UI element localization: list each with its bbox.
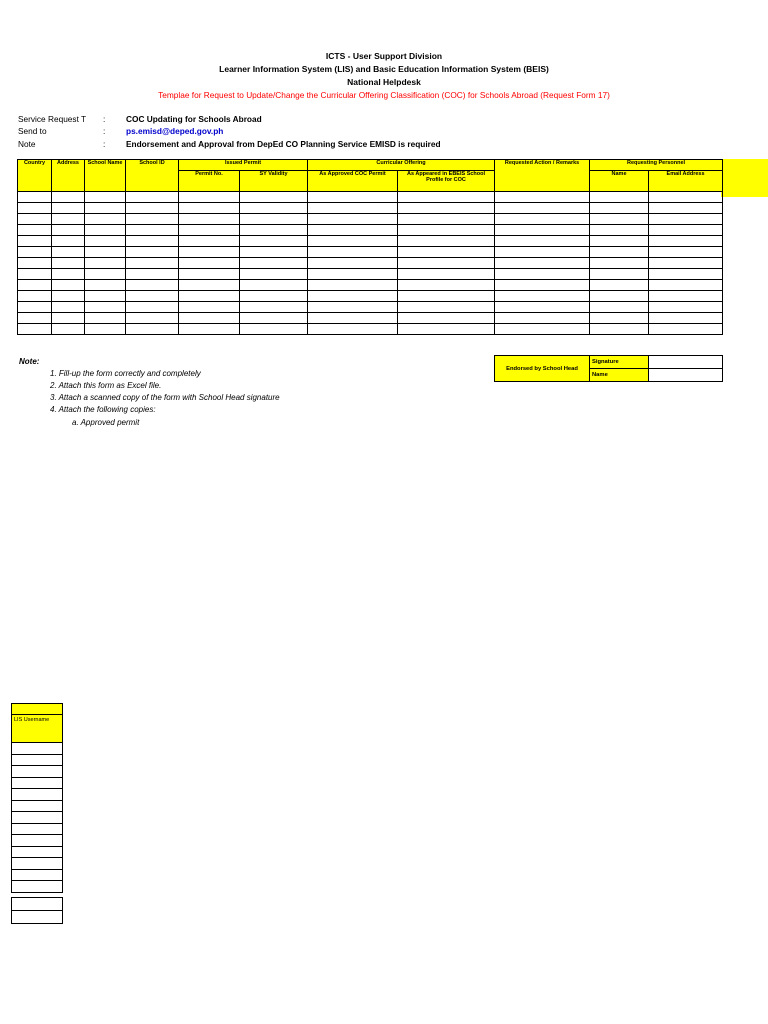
- lis-footer-cell[interactable]: [12, 898, 63, 911]
- col-as-appeared: As Appeared in EBEIS School Profile for COC: [398, 171, 495, 192]
- table-row: [18, 214, 723, 225]
- table-cell[interactable]: [308, 214, 398, 225]
- lis-row: [12, 743, 63, 755]
- table-cell[interactable]: [18, 280, 52, 291]
- table-cell[interactable]: [398, 214, 495, 225]
- table-cell[interactable]: [398, 291, 495, 302]
- table-cell[interactable]: [495, 192, 590, 203]
- note-item-2: 2. Attach this form as Excel file.: [50, 381, 162, 390]
- table-cell[interactable]: [308, 269, 398, 280]
- table-cell[interactable]: [85, 280, 126, 291]
- table-cell[interactable]: [85, 247, 126, 258]
- table-cell[interactable]: [126, 192, 179, 203]
- table-cell[interactable]: [649, 313, 723, 324]
- table-cell[interactable]: [18, 313, 52, 324]
- table-cell[interactable]: [398, 258, 495, 269]
- header-line-2: Learner Information System (LIS) and Basic Education Information System (BEIS): [219, 64, 549, 74]
- table-cell[interactable]: [85, 324, 126, 335]
- table-cell[interactable]: [495, 203, 590, 214]
- table-cell[interactable]: [398, 192, 495, 203]
- note-item-1: 1. Fill-up the form correctly and completely: [50, 369, 201, 378]
- col-name: Name: [590, 171, 649, 192]
- lis-username-cell[interactable]: [12, 777, 63, 789]
- table-cell[interactable]: [590, 225, 649, 236]
- table-cell[interactable]: [240, 225, 308, 236]
- table-cell[interactable]: [18, 269, 52, 280]
- table-cell[interactable]: [240, 192, 308, 203]
- table-cell[interactable]: [240, 302, 308, 313]
- table-cell[interactable]: [179, 214, 240, 225]
- lis-username-table: [11, 703, 63, 893]
- table-cell[interactable]: [85, 203, 126, 214]
- table-row: [18, 225, 723, 236]
- table-cell[interactable]: [398, 247, 495, 258]
- table-cell[interactable]: [126, 258, 179, 269]
- table-cell[interactable]: [179, 313, 240, 324]
- table-cell[interactable]: [240, 214, 308, 225]
- name-field[interactable]: [649, 369, 723, 382]
- lis-username-cell[interactable]: [12, 846, 63, 858]
- note-item-4a: a. Approved permit: [72, 418, 140, 427]
- col-curricular-offering: Curricular Offering: [308, 160, 495, 171]
- table-cell[interactable]: [18, 324, 52, 335]
- table-cell[interactable]: [18, 236, 52, 247]
- service-request-label: Service Request T: [18, 114, 87, 124]
- table-cell[interactable]: [649, 258, 723, 269]
- table-cell[interactable]: [649, 192, 723, 203]
- table-cell[interactable]: [495, 302, 590, 313]
- table-cell[interactable]: [308, 225, 398, 236]
- table-cell[interactable]: [52, 280, 85, 291]
- table-row: [18, 203, 723, 214]
- table-cell[interactable]: [179, 247, 240, 258]
- table-cell[interactable]: [240, 258, 308, 269]
- table-cell[interactable]: [308, 324, 398, 335]
- table-cell[interactable]: [240, 269, 308, 280]
- col-requesting-personnel: Requesting Personnel: [590, 160, 723, 171]
- col-address: Address: [52, 160, 85, 192]
- lis-row: [12, 800, 63, 812]
- table-cell[interactable]: [240, 313, 308, 324]
- table-row: [18, 313, 723, 324]
- lis-username-cell[interactable]: [12, 869, 63, 881]
- lis-row: [12, 777, 63, 789]
- lis-username-cell[interactable]: [12, 766, 63, 778]
- table-cell[interactable]: [126, 214, 179, 225]
- table-cell[interactable]: [52, 236, 85, 247]
- request-table: [17, 159, 723, 335]
- table-cell[interactable]: [398, 225, 495, 236]
- table-cell[interactable]: [590, 291, 649, 302]
- table-row: [18, 291, 723, 302]
- table-cell[interactable]: [52, 214, 85, 225]
- table-cell[interactable]: [308, 313, 398, 324]
- endorsement-table: [494, 355, 723, 382]
- table-cell[interactable]: [495, 291, 590, 302]
- table-cell[interactable]: [590, 324, 649, 335]
- send-to-email-link[interactable]: ps.emisd@deped.gov.ph: [126, 126, 224, 136]
- lis-username-cell[interactable]: [12, 800, 63, 812]
- colon: :: [103, 114, 106, 124]
- note-item-4: 4. Attach the following copies:: [50, 405, 156, 414]
- col-as-approved: As Approved COC Permit: [308, 171, 398, 192]
- table-cell[interactable]: [126, 313, 179, 324]
- table-cell[interactable]: [52, 258, 85, 269]
- lis-row: [12, 835, 63, 847]
- table-cell[interactable]: [52, 269, 85, 280]
- table-cell[interactable]: [649, 236, 723, 247]
- table-cell[interactable]: [495, 280, 590, 291]
- table-cell[interactable]: [126, 324, 179, 335]
- table-cell[interactable]: [649, 324, 723, 335]
- col-country: Country: [18, 160, 52, 192]
- table-cell[interactable]: [398, 269, 495, 280]
- table-cell[interactable]: [398, 203, 495, 214]
- note-value: Endorsement and Approval from DepEd CO Planning Service EMISD is required: [126, 139, 441, 149]
- lis-row: [12, 869, 63, 881]
- col-school-id: School ID: [126, 160, 179, 192]
- note-label: Note: [18, 139, 36, 149]
- table-row: [18, 258, 723, 269]
- col-email: Email Address: [649, 171, 723, 192]
- table-cell[interactable]: [495, 214, 590, 225]
- table-cell[interactable]: [398, 280, 495, 291]
- table-cell[interactable]: [308, 192, 398, 203]
- lis-row: [12, 858, 63, 870]
- lis-username-cell[interactable]: [12, 812, 63, 824]
- table-cell[interactable]: [179, 203, 240, 214]
- table-cell[interactable]: [18, 214, 52, 225]
- table-cell[interactable]: [126, 269, 179, 280]
- name-label: Name: [590, 369, 649, 382]
- table-row: [18, 324, 723, 335]
- table-cell[interactable]: [52, 192, 85, 203]
- lis-username-cell[interactable]: [12, 835, 63, 847]
- lis-footer-table: [11, 897, 63, 924]
- table-cell[interactable]: [18, 203, 52, 214]
- table-cell[interactable]: [18, 258, 52, 269]
- table-cell[interactable]: [126, 280, 179, 291]
- endorsed-by-label: Endorsed by School Head: [495, 356, 590, 382]
- lis-row: [12, 789, 63, 801]
- table-cell[interactable]: [179, 236, 240, 247]
- table-cell[interactable]: [308, 247, 398, 258]
- table-cell[interactable]: [52, 324, 85, 335]
- table-cell[interactable]: [179, 225, 240, 236]
- table-cell[interactable]: [85, 269, 126, 280]
- table-cell[interactable]: [649, 214, 723, 225]
- table-cell[interactable]: [18, 247, 52, 258]
- header-line-3: National Helpdesk: [347, 77, 421, 87]
- table-cell[interactable]: [52, 313, 85, 324]
- lis-row: [12, 812, 63, 824]
- colon: :: [103, 126, 106, 136]
- lis-username-cell[interactable]: [12, 881, 63, 893]
- table-cell[interactable]: [18, 291, 52, 302]
- table-cell[interactable]: [495, 269, 590, 280]
- table-row: [18, 302, 723, 313]
- table-cell[interactable]: [18, 192, 52, 203]
- table-row: [18, 247, 723, 258]
- lis-username-cell[interactable]: [12, 858, 63, 870]
- service-request-value: COC Updating for Schools Abroad: [126, 114, 262, 124]
- table-cell[interactable]: [649, 302, 723, 313]
- table-cell[interactable]: [495, 258, 590, 269]
- table-cell[interactable]: [649, 225, 723, 236]
- table-cell[interactable]: [240, 247, 308, 258]
- lis-row: [12, 846, 63, 858]
- table-cell[interactable]: [649, 203, 723, 214]
- col-permit-no: Permit No.: [179, 171, 240, 192]
- table-cell[interactable]: [240, 236, 308, 247]
- table-cell[interactable]: [308, 203, 398, 214]
- table-cell[interactable]: [495, 236, 590, 247]
- table-cell[interactable]: [308, 280, 398, 291]
- header-line-1: ICTS - User Support Division: [325, 51, 443, 61]
- lis-row: [12, 754, 63, 766]
- lis-username-cell[interactable]: [12, 754, 63, 766]
- table-cell[interactable]: [590, 269, 649, 280]
- table-cell[interactable]: [179, 324, 240, 335]
- table-cell[interactable]: [52, 302, 85, 313]
- col-issued-permit: Issued Permit: [179, 160, 308, 171]
- table-cell[interactable]: [649, 291, 723, 302]
- table-cell[interactable]: [18, 225, 52, 236]
- table-cell[interactable]: [52, 225, 85, 236]
- table-cell[interactable]: [495, 247, 590, 258]
- table-cell[interactable]: [85, 214, 126, 225]
- table-cell[interactable]: [126, 302, 179, 313]
- table-cell[interactable]: [590, 280, 649, 291]
- table-cell[interactable]: [126, 203, 179, 214]
- table-cell[interactable]: [179, 269, 240, 280]
- table-cell[interactable]: [398, 313, 495, 324]
- table-cell[interactable]: [590, 258, 649, 269]
- table-cell[interactable]: [398, 302, 495, 313]
- table-cell[interactable]: [590, 203, 649, 214]
- table-cell[interactable]: [126, 236, 179, 247]
- form-title: Templae for Request to Update/Change the Curricular Offering Classification (COC) for Schools Abroad (Request Form 17): [158, 90, 610, 100]
- table-cell[interactable]: [85, 258, 126, 269]
- table-cell[interactable]: [398, 324, 495, 335]
- signature-field[interactable]: [649, 356, 723, 369]
- table-cell[interactable]: [85, 192, 126, 203]
- table-row: [18, 192, 723, 203]
- lis-row: [12, 881, 63, 893]
- col-requested-action: Requested Action / Remarks: [495, 160, 590, 192]
- table-cell[interactable]: [240, 203, 308, 214]
- table-cell[interactable]: [308, 291, 398, 302]
- table-cell[interactable]: [85, 291, 126, 302]
- header-highlight-extension: [721, 159, 768, 197]
- table-body: [18, 192, 723, 335]
- table-cell[interactable]: [590, 247, 649, 258]
- lis-row: [12, 823, 63, 835]
- table-cell[interactable]: [85, 313, 126, 324]
- table-cell[interactable]: [126, 247, 179, 258]
- table-cell[interactable]: [398, 236, 495, 247]
- table-cell[interactable]: [52, 291, 85, 302]
- table-cell[interactable]: [179, 291, 240, 302]
- table-cell[interactable]: [240, 324, 308, 335]
- table-row: [18, 269, 723, 280]
- table-cell[interactable]: [649, 247, 723, 258]
- table-cell[interactable]: [126, 225, 179, 236]
- table-cell[interactable]: [308, 302, 398, 313]
- send-to-label: Send to: [18, 126, 47, 136]
- table-cell[interactable]: [85, 302, 126, 313]
- table-cell[interactable]: [495, 324, 590, 335]
- table-cell[interactable]: [18, 302, 52, 313]
- table-row: [18, 280, 723, 291]
- table-cell[interactable]: [590, 302, 649, 313]
- table-cell[interactable]: [308, 258, 398, 269]
- table-cell[interactable]: [85, 225, 126, 236]
- note-item-3: 3. Attach a scanned copy of the form with School Head signature: [50, 393, 280, 402]
- table-cell[interactable]: [495, 313, 590, 324]
- lis-username-cell[interactable]: [12, 789, 63, 801]
- table-row: [18, 236, 723, 247]
- col-sy-validity: SY Validity: [240, 171, 308, 192]
- table-cell[interactable]: [179, 302, 240, 313]
- colon: :: [103, 139, 106, 149]
- col-school-name: School Name: [85, 160, 126, 192]
- table-cell[interactable]: [240, 291, 308, 302]
- table-cell[interactable]: [179, 258, 240, 269]
- table-cell[interactable]: [126, 291, 179, 302]
- table-cell[interactable]: [590, 214, 649, 225]
- lis-username-cell[interactable]: [12, 743, 63, 755]
- lis-username-header: LIS Username: [12, 715, 63, 743]
- table-cell[interactable]: [649, 269, 723, 280]
- table-cell[interactable]: [52, 247, 85, 258]
- table-cell[interactable]: [590, 236, 649, 247]
- table-cell[interactable]: [52, 203, 85, 214]
- table-cell[interactable]: [649, 280, 723, 291]
- signature-label: Signature: [590, 356, 649, 369]
- table-cell[interactable]: [590, 192, 649, 203]
- table-cell[interactable]: [85, 236, 126, 247]
- table-cell[interactable]: [590, 313, 649, 324]
- notes-title: Note:: [19, 357, 40, 366]
- lis-footer-cell[interactable]: [12, 911, 63, 924]
- table-cell[interactable]: [179, 192, 240, 203]
- table-cell[interactable]: [495, 225, 590, 236]
- table-cell[interactable]: [179, 280, 240, 291]
- lis-top-cell: [12, 704, 63, 715]
- table-cell[interactable]: [308, 236, 398, 247]
- table-cell[interactable]: [240, 280, 308, 291]
- lis-username-cell[interactable]: [12, 823, 63, 835]
- lis-row: [12, 766, 63, 778]
